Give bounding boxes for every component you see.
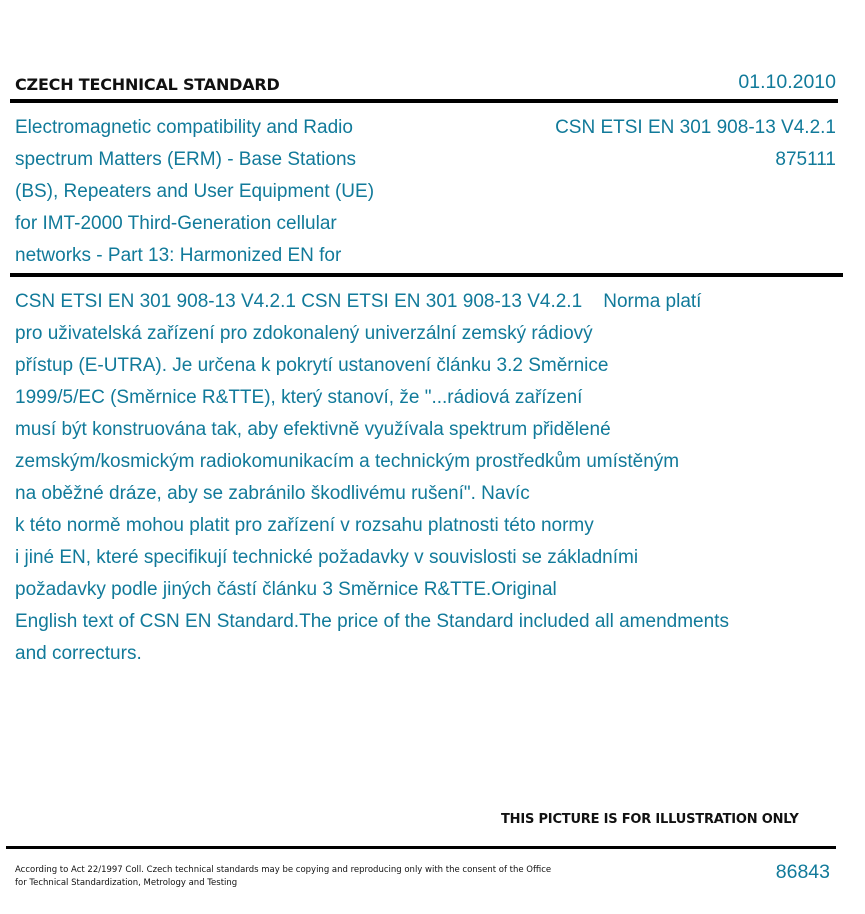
description-line: k této normě mohou platit pro zařízení v rozsahu platnosti této normy bbox=[15, 515, 594, 536]
legal-notice bbox=[15, 864, 615, 890]
title-line: networks - Part 13: Harmonized EN for bbox=[15, 245, 342, 266]
title-line: spectrum Matters (ERM) - Base Stations bbox=[15, 149, 357, 170]
title-divider bbox=[10, 273, 843, 277]
publication-date: 01.10.2010 bbox=[738, 71, 836, 93]
description-line: zemským/kosmickým radiokomunikacím a technickým prostředkům umístěným bbox=[15, 451, 680, 472]
title-line: Electromagnetic compatibility and Radio bbox=[15, 117, 353, 138]
illustration-disclaimer: THIS PICTURE IS FOR ILLUSTRATION ONLY bbox=[501, 812, 799, 827]
catalog-number: 875111 bbox=[775, 149, 836, 170]
standard-identifier: CSN ETSI EN 301 908-13 V4.2.1 bbox=[555, 117, 836, 138]
legal-notice-line: for Technical Standardization, Metrology and Testing bbox=[15, 878, 238, 888]
description-line: přístup (E-UTRA). Je určena k pokrytí ustanovení článku 3.2 Směrnice bbox=[15, 355, 609, 376]
standard-description bbox=[15, 286, 855, 670]
description-line: CSN ETSI EN 301 908-13 V4.2.1 CSN ETSI EN 301 908-13 V4.2.1 Norma platí bbox=[15, 291, 702, 312]
description-line: i jiné EN, které specifikují technické požadavky v souvislosti se základními bbox=[15, 547, 639, 568]
header-divider bbox=[10, 99, 838, 103]
description-line: na oběžné dráze, aby se zabránilo škodlivému rušení". Navíc bbox=[15, 483, 530, 504]
standard-title bbox=[15, 112, 435, 272]
title-line: (BS), Repeaters and User Equipment (UE) bbox=[15, 181, 375, 202]
footer-divider bbox=[6, 846, 836, 849]
description-line: požadavky podle jiných částí článku 3 Směrnice R&TTE.Original bbox=[15, 579, 557, 600]
description-line: 1999/5/EC (Směrnice R&TTE), který stanoví, že "...rádiová zařízení bbox=[15, 387, 583, 408]
description-line: English text of CSN EN Standard.The price of the Standard included all amendments bbox=[15, 611, 729, 632]
document-number: 86843 bbox=[775, 861, 830, 883]
description-line: pro uživatelská zařízení pro zdokonalený univerzální zemský rádiový bbox=[15, 323, 593, 344]
description-line: and correcturs. bbox=[15, 643, 142, 664]
title-line: for IMT-2000 Third-Generation cellular bbox=[15, 213, 337, 234]
document-type-heading: CZECH TECHNICAL STANDARD bbox=[15, 75, 280, 94]
legal-notice-line: According to Act 22/1997 Coll. Czech technical standards may be copying and reproducing only with the consent of the Office bbox=[15, 865, 552, 875]
description-line: musí být konstruována tak, aby efektivně využívala spektrum přidělené bbox=[15, 419, 611, 440]
